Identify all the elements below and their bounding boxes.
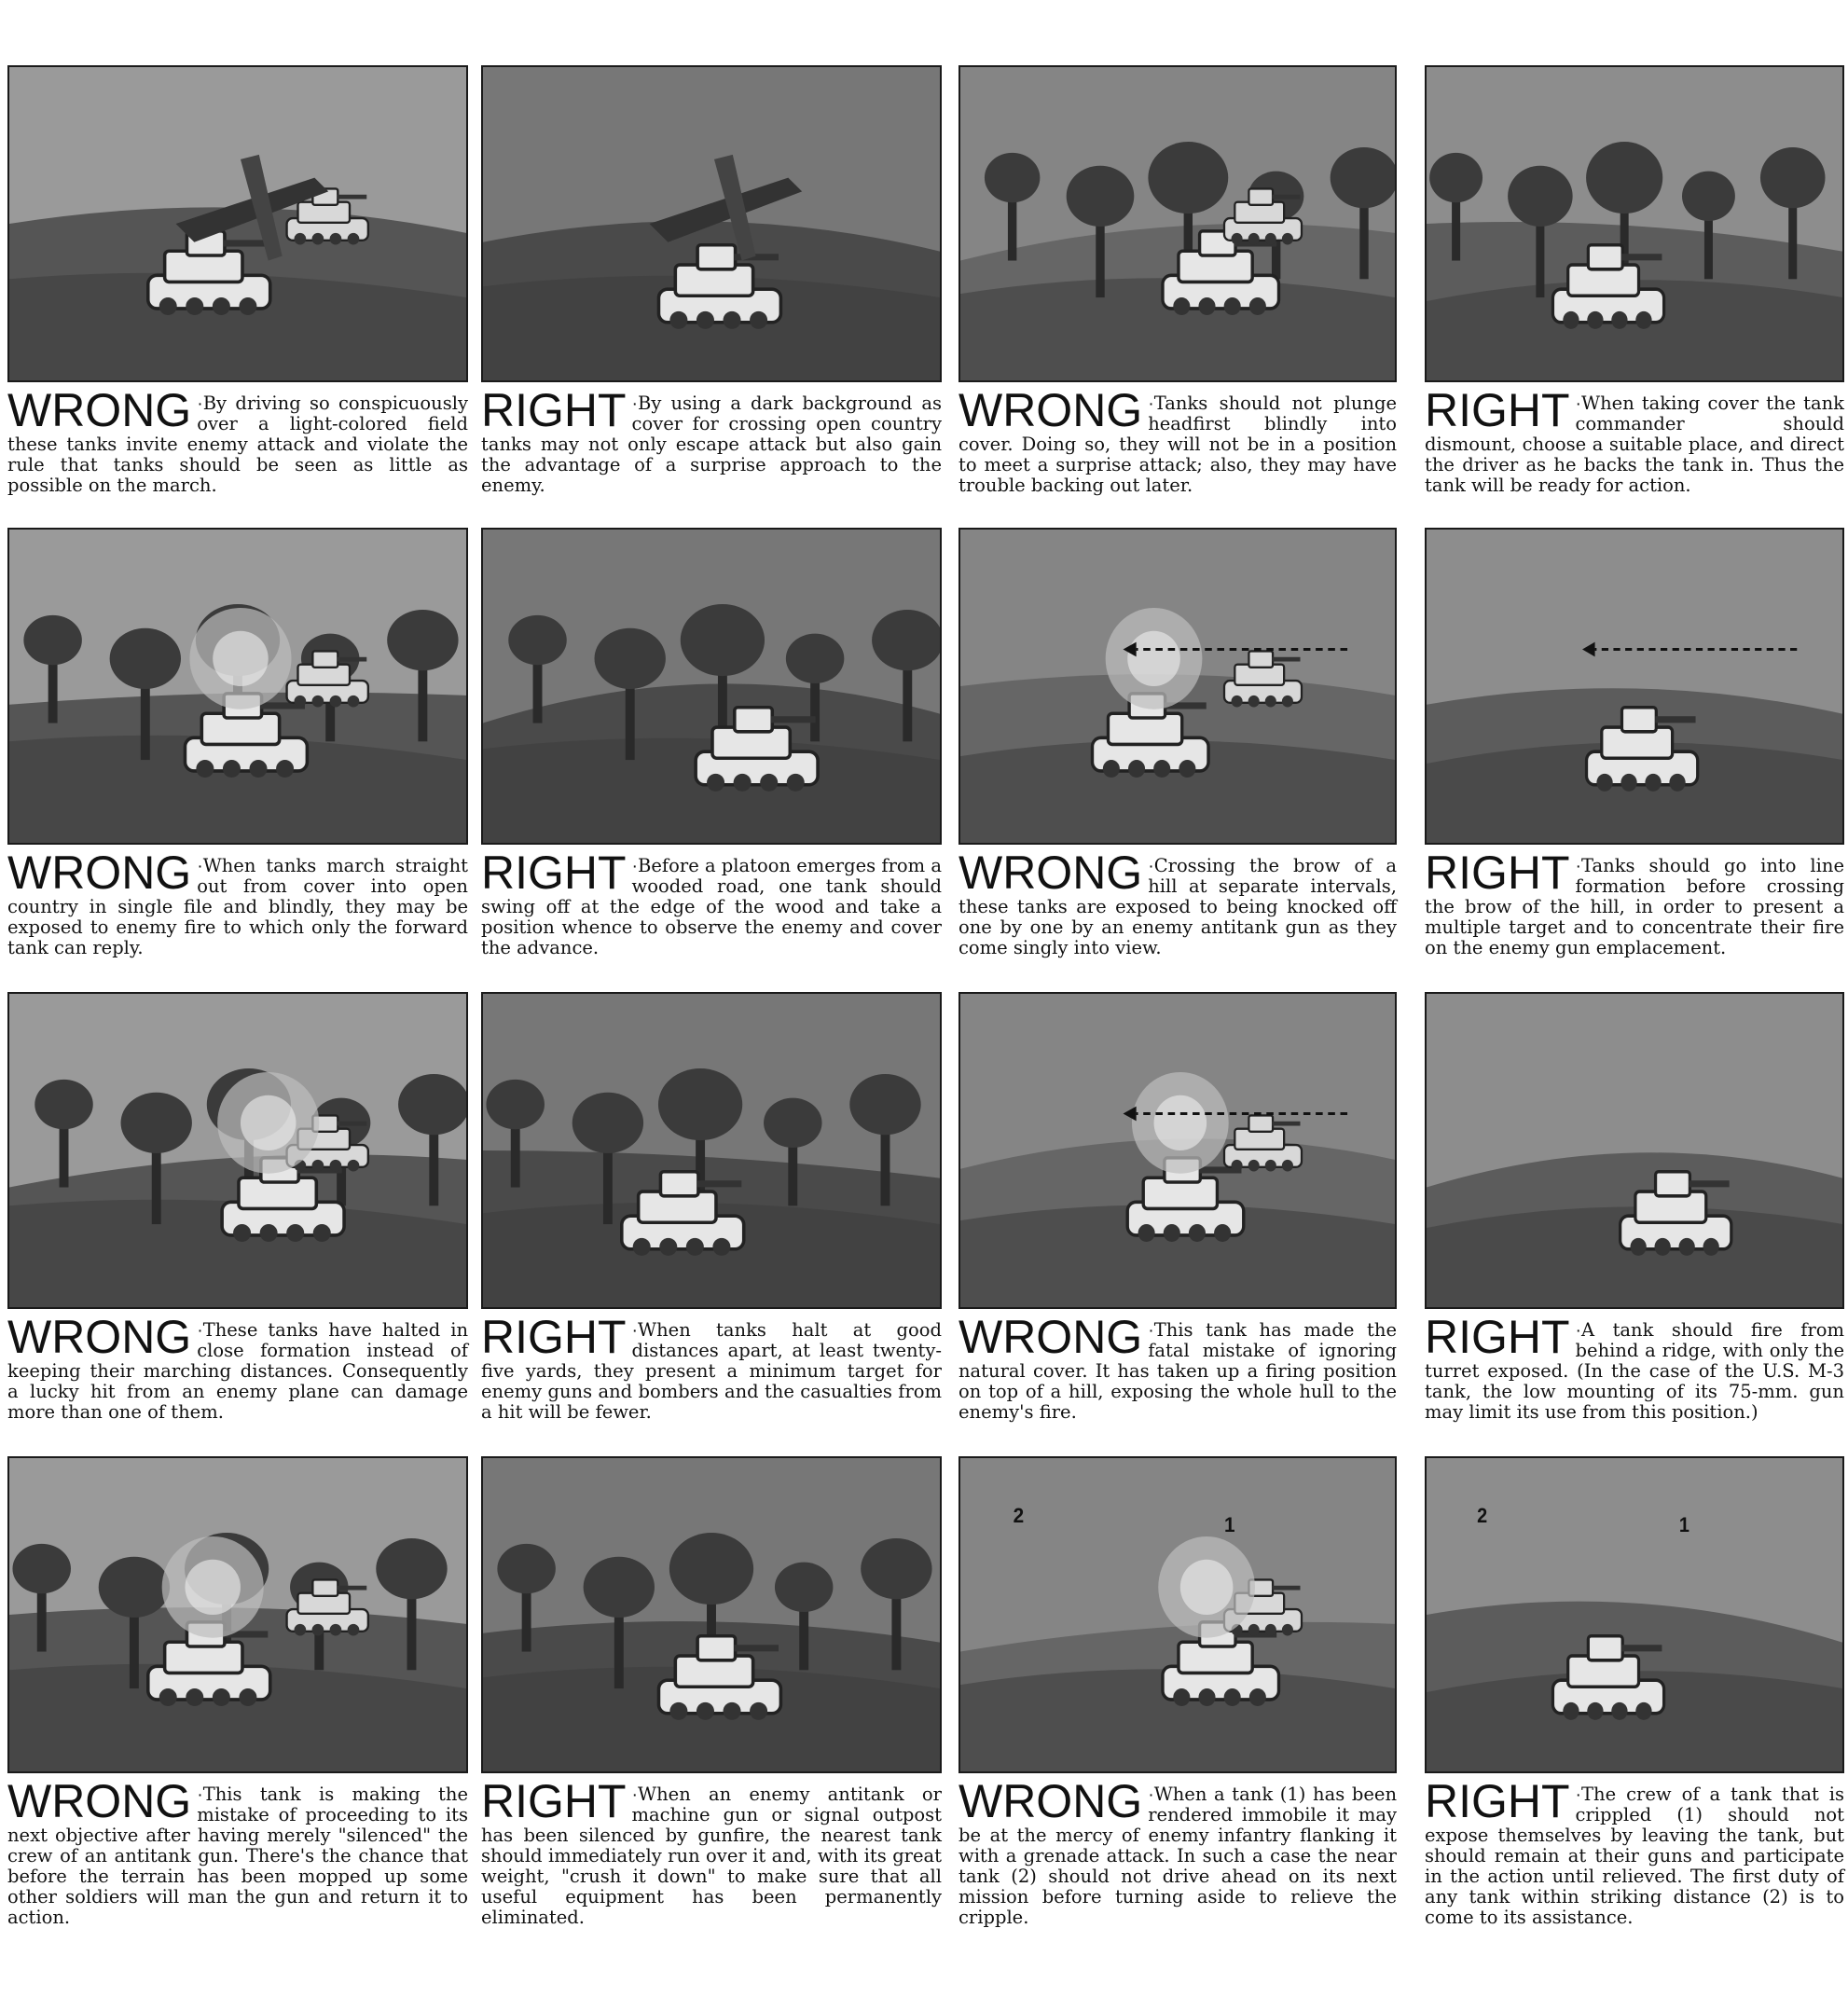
label-separator: · (1148, 856, 1154, 876)
right-label: RIGHT (481, 1775, 627, 1827)
caption-text: When taking cover the tank commander should dismount, choose a suitable place, and direct the driver as he backs the tank in. Thus the tank will be ready for action. (1425, 393, 1844, 496)
panel-illustration (7, 528, 468, 845)
right-label: RIGHT (481, 384, 627, 436)
illustration-mark: 1 (1678, 1514, 1689, 1537)
right-label: RIGHT (1425, 847, 1570, 899)
caption-text: When tanks halt at good distances apart, at least twenty-five yards, they present a minimum target for enemy guns and bombers and the casualties from a hit will be fewer. (481, 1319, 942, 1423)
label-separator: · (631, 1784, 639, 1805)
comparison-panel-p12 (1425, 992, 1844, 1423)
wrong-label: WRONG (958, 1775, 1143, 1827)
caption-text: This tank has made the fatal mistake of ignoring natural cover. It has taken up a firing position on top of a hill, exposing the whole hull to the enemy's fire. (958, 1319, 1397, 1423)
caption-text: A tank should fire from behind a ridge, with only the turret exposed. (In the case of the U.S. M-3 tank, the low mounting of its 75-mm. gun may limit its use from this position.) (1425, 1319, 1844, 1423)
panel-caption (7, 384, 468, 496)
caption-text: The crew of a tank that is crippled (1) should not expose themselves by leaving the tank, but should remain at their guns and participate in the action until relieved. The first duty of any tank within striking distance (2) is to come to its assistance. (1425, 1784, 1844, 1928)
label-separator: · (1148, 393, 1154, 414)
comparison-panel-p4 (1425, 65, 1844, 496)
panel-caption (1425, 384, 1844, 496)
caption-text: When tanks march straight out from cover into open country in single file and blindly, they may be exposed to enemy fire to which only the forward tank can reply. (7, 855, 468, 958)
wrong-label: WRONG (7, 1775, 192, 1827)
wrong-label: WRONG (7, 384, 192, 436)
caption-text: These tanks have halted in close formation instead of keeping their marching distances. Consequently a lucky hit from an enemy plane can damage more than one of them. (7, 1319, 468, 1423)
panel-caption (481, 384, 942, 496)
right-label: RIGHT (1425, 1775, 1570, 1827)
caption-text: Before a platoon emerges from a wooded road, one tank should swing off at the edge of the wood and take a position whence to observe the enemy and cover the advance. (481, 855, 942, 958)
caption-text: Tanks should go into line formation before crossing the brow of the hill, in order to present a multiple target and to concentrate their fire on the enemy gun emplacement. (1425, 855, 1844, 958)
caption-text: Tanks should not plunge headfirst blindly into cover. Doing so, they will not be in a position to meet a surprise attack; also, they may have trouble backing out later. (958, 393, 1397, 496)
panel-caption (7, 1311, 468, 1423)
label-separator: · (1575, 393, 1582, 414)
comparison-panel-p1 (7, 65, 468, 496)
illustration-mark: 1 (1223, 1513, 1235, 1537)
comparison-panel-p13 (7, 1456, 468, 1928)
panel-caption (1425, 1311, 1844, 1423)
caption-text: By driving so conspicuously over a light-colored field these tanks invite enemy attack and violate the rule that tanks should be seen as little as possible on the march. (7, 393, 468, 496)
panel-illustration (1425, 65, 1844, 382)
comparison-panel-p7 (958, 528, 1397, 958)
label-separator: · (197, 856, 203, 876)
label-separator: · (197, 1784, 203, 1805)
right-label: RIGHT (1425, 1311, 1570, 1363)
comparison-panel-p15 (958, 1456, 1397, 1928)
panel-caption (958, 847, 1397, 958)
panel-illustration (481, 992, 942, 1309)
panel-caption (481, 1311, 942, 1423)
right-label: RIGHT (481, 847, 627, 899)
panel-illustration (7, 65, 468, 382)
caption-text: This tank is making the mistake of proceeding to its next objective after having merely "silenced" the crew of an antitank gun. There's the chance that before the terrain has been mopped up some other soldiers will man the gun and return it to action. (7, 1784, 468, 1928)
panel-illustration (958, 1456, 1397, 1773)
label-separator: · (197, 1320, 203, 1341)
comparison-panel-p2 (481, 65, 942, 496)
illustration-mark: 2 (1477, 1505, 1488, 1528)
panel-illustration (1425, 1456, 1844, 1773)
wrong-label: WRONG (958, 847, 1143, 899)
panel-illustration (7, 992, 468, 1309)
panel-caption (958, 1311, 1397, 1423)
wrong-label: WRONG (958, 384, 1143, 436)
wrong-label: WRONG (958, 1311, 1143, 1363)
right-label: RIGHT (1425, 384, 1570, 436)
comparison-panel-p16 (1425, 1456, 1844, 1928)
panel-caption (1425, 1775, 1844, 1928)
caption-text: Crossing the brow of a hill at separate intervals, these tanks are exposed to being knocked off one by one by an enemy antitank gun as they come singly into view. (958, 855, 1397, 958)
comparison-panel-p3 (958, 65, 1397, 496)
caption-text: By using a dark background as cover for crossing open country tanks may not only escape attack but also gain the advantage of a surprise approach to the enemy. (481, 393, 942, 496)
panel-illustration (481, 65, 942, 382)
panel-illustration (958, 528, 1397, 845)
label-separator: · (1575, 1784, 1582, 1805)
panel-caption (958, 1775, 1397, 1928)
label-separator: · (631, 1320, 639, 1341)
label-separator: · (197, 393, 203, 414)
label-separator: · (1148, 1784, 1154, 1805)
label-separator: · (1575, 856, 1582, 876)
wrong-label: WRONG (7, 847, 192, 899)
comparison-panel-p9 (7, 992, 468, 1423)
label-separator: · (631, 393, 639, 414)
wrong-label: WRONG (7, 1311, 192, 1363)
panel-illustration (481, 528, 942, 845)
comparison-panel-p5 (7, 528, 468, 958)
label-separator: · (631, 856, 639, 876)
panel-illustration (1425, 992, 1844, 1309)
right-label: RIGHT (481, 1311, 627, 1363)
panel-caption (481, 847, 942, 958)
panel-caption (7, 1775, 468, 1928)
panel-illustration (1425, 528, 1844, 845)
panel-illustration (7, 1456, 468, 1773)
panel-illustration (958, 992, 1397, 1309)
panel-caption (958, 384, 1397, 496)
comparison-panel-p8 (1425, 528, 1844, 958)
panel-caption (1425, 847, 1844, 958)
label-separator: · (1575, 1320, 1582, 1341)
panel-caption (481, 1775, 942, 1928)
comparison-panel-p14 (481, 1456, 942, 1928)
comparison-panel-p11 (958, 992, 1397, 1423)
caption-text: When an enemy antitank or machine gun or signal outpost has been silenced by gunfire, the nearest tank should immediately run over it and, with its great weight, "crush it down" to make sure that all useful equipment has been permanently eliminated. (481, 1784, 942, 1928)
illustration-mark: 2 (1013, 1504, 1025, 1528)
label-separator: · (1148, 1320, 1154, 1341)
panel-illustration (958, 65, 1397, 382)
panel-illustration (481, 1456, 942, 1773)
caption-text: When a tank (1) has been rendered immobile it may be at the mercy of enemy infantry flanking it with a grenade attack. In such a case the near tank (2) should not drive ahead on its next mission before turning aside to relieve the cripple. (958, 1784, 1397, 1928)
panel-caption (7, 847, 468, 958)
comparison-panel-p10 (481, 992, 942, 1423)
comparison-panel-p6 (481, 528, 942, 958)
